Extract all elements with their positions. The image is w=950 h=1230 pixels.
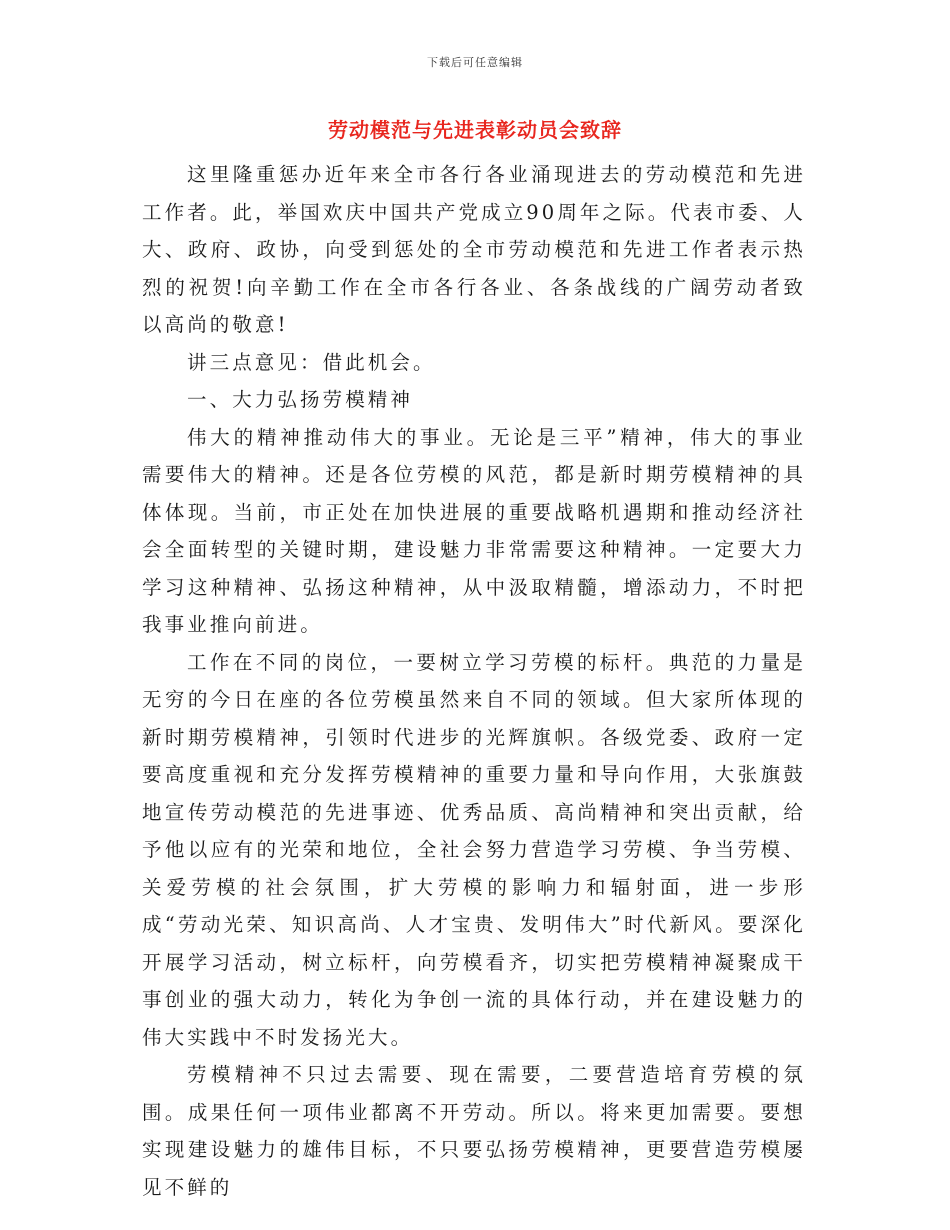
paragraph-benchmark: 工作在不同的岗位，一要树立学习劳模的标杆。典范的力量是无穷的今日在座的各位劳模虽然来自不同的领域。但大家所体现的新时期劳模精神，引领时代进步的光辉旗帜。各级党委、政府一定要高度重视和充分发挥劳模精神的重要力量和导向作用，大张旗鼓地宣传劳动模范的先进事迹、优秀品质、高尚精神和突出贡献，给予他以应有的光荣和地位，全社会努力营造学习劳模、争当劳模、关爱劳模的社会氛围，扩大劳模的影响力和辐射面，进一步形成“劳动光荣、知识高尚、人才宝贵、发明伟大”时代新风。要深化开展学习活动，树立标杆，向劳模看齐，切实把劳模精神凝聚成干事创业的强大动力，转化为争创一流的具体行动，并在建设魅力的伟大实践中不时发扬光大。 bbox=[142, 650, 806, 1049]
paragraph-spirit: 伟大的精神推动伟大的事业。无论是三平”精神，伟大的事业需要伟大的精神。还是各位劳模的风范，都是新时期劳模精神的具体体现。当前，市正处在加快进展的重要战略机遇期和推动经济社会全面转型的关键时期，建设魅力非常需要这种精神。一定要大力学习这种精神、弘扬这种精神，从中汲取精髓，增添动力，不时把我事业推向前进。 bbox=[142, 425, 806, 636]
document-title: 劳动模范与先进表彰动员会致辞 bbox=[328, 118, 622, 142]
document-body bbox=[142, 156, 806, 1206]
paragraph-intro-points: 讲三点意见：借此机会。 bbox=[187, 350, 436, 374]
paragraph-atmosphere: 劳模精神不只过去需要、现在需要，二要营造培育劳模的氛围。成果任何一项伟业都离不开劳动。所以。将来更加需要。要想实现建设魅力的雄伟目标，不只要弘扬劳模精神，更要营造劳模屡见不鲜的 bbox=[142, 1063, 806, 1199]
paragraph-opening: 这里隆重惩办近年来全市各行各业涌现进去的劳动模范和先进工作者。此，举国欢庆中国共产党成立90周年之际。代表市委、人大、政府、政协，向受到惩处的全市劳动模范和先进工作者表示热烈的祝贺!向辛勤工作在全市各行各业、各条战线的广阔劳动者致以高尚的敬意! bbox=[142, 163, 806, 336]
page-header-note: 下载后可任意编辑 bbox=[427, 56, 523, 69]
section-heading-1: 一、大力弘扬劳模精神 bbox=[187, 388, 414, 411]
